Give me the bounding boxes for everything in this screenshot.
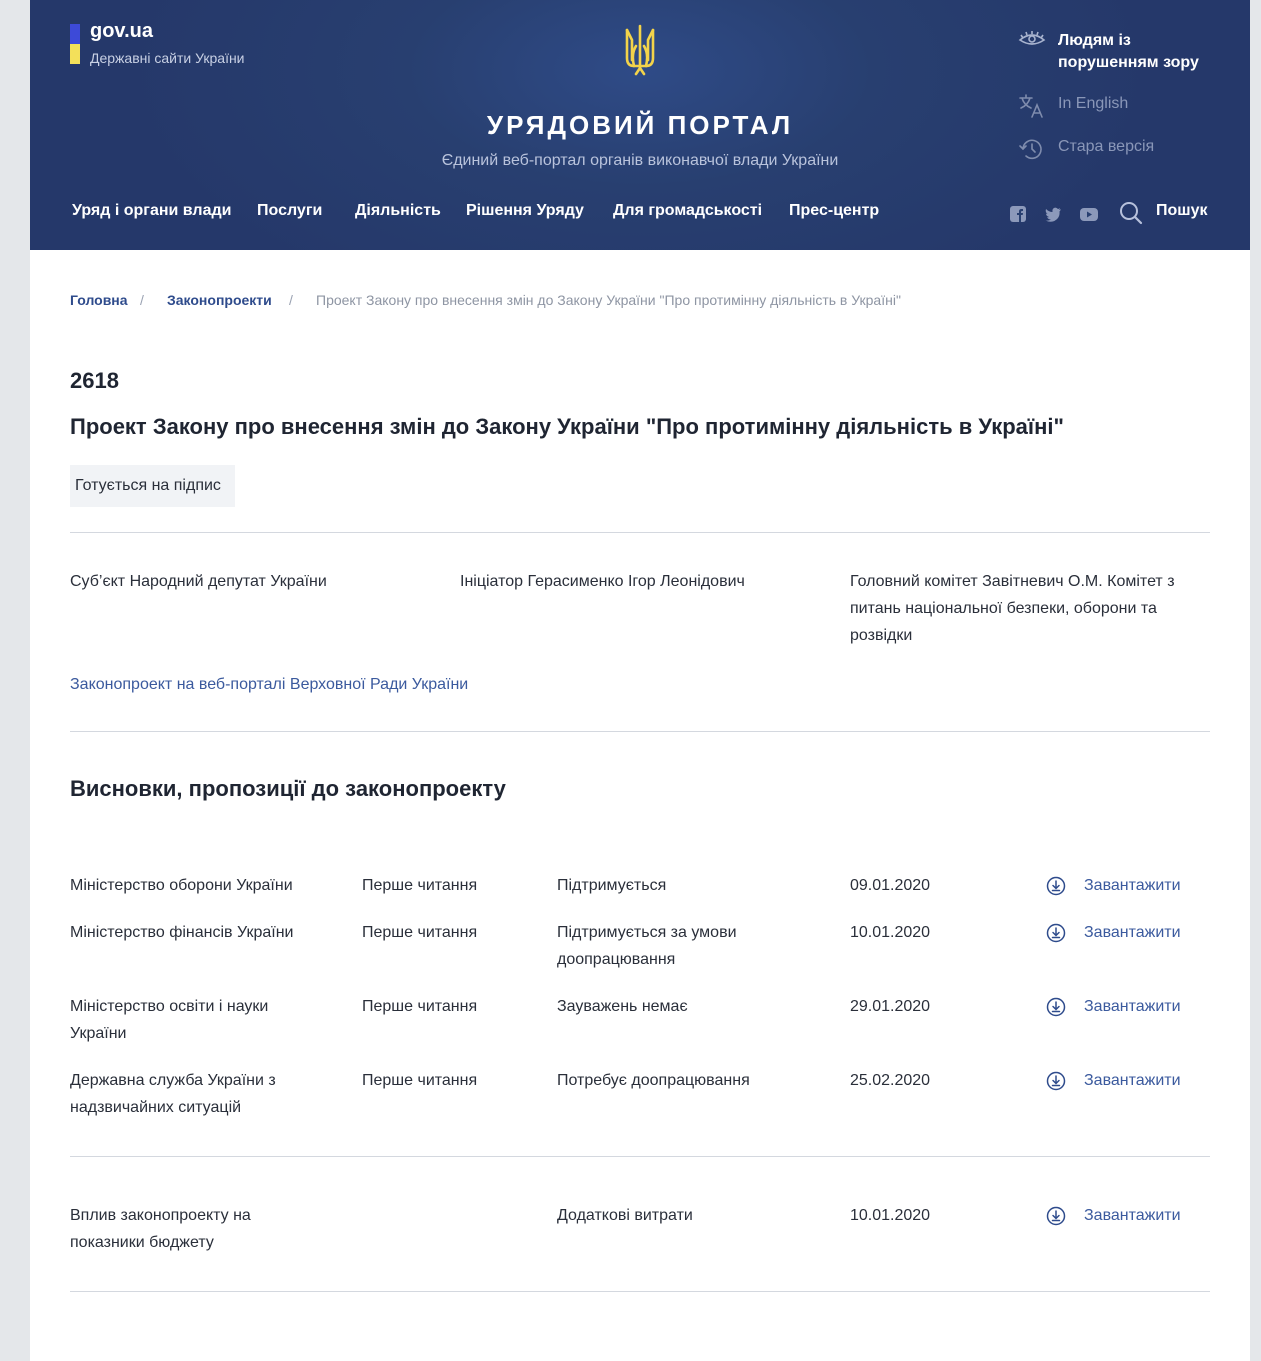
row-result: Підтримується: [557, 877, 667, 894]
conclusions-title: Висновки, пропозиції до законопроекту: [70, 776, 506, 801]
ukraine-flag-icon: [70, 24, 80, 64]
row-date: 25.02.2020: [850, 1072, 931, 1089]
facebook-icon[interactable]: [1008, 204, 1028, 224]
youtube-icon[interactable]: [1079, 204, 1099, 224]
download-link[interactable]: Завантажити: [1084, 924, 1181, 941]
budget-date: 10.01.2020: [850, 1207, 931, 1224]
rada-portal-link[interactable]: Законопроект на веб-порталі Верховної Ради України: [70, 676, 469, 693]
eye-icon: [1018, 30, 1046, 56]
row-date: 10.01.2020: [850, 924, 931, 941]
portal-subtitle: Єдиний веб-портал органів виконавчої влади України: [441, 152, 839, 169]
row-reading: Перше читання: [362, 877, 478, 894]
row-organization: Державна служба України з надзвичайних ситуацій: [70, 1072, 276, 1116]
budget-result: Додаткові витрати: [557, 1207, 693, 1224]
download-icon[interactable]: [1046, 923, 1066, 943]
translate-icon: [1018, 93, 1046, 119]
breadcrumb-home[interactable]: Головна: [70, 292, 128, 308]
breadcrumb-separator: /: [289, 292, 293, 308]
committee-line: Головний комітет Завітневич О.М. Комітет з: [850, 573, 1175, 590]
english-label: In English: [1058, 95, 1129, 112]
row-reading: Перше читання: [362, 998, 478, 1015]
history-icon: [1018, 136, 1046, 162]
vision-label-line2: порушенням зору: [1058, 54, 1199, 71]
twitter-icon[interactable]: [1043, 204, 1063, 224]
row-organization: Міністерство оборони України: [70, 877, 293, 894]
govua-subtitle: Державні сайти України: [90, 50, 245, 66]
divider: [70, 532, 1210, 533]
download-link[interactable]: Завантажити: [1084, 1207, 1181, 1224]
breadcrumb-separator: /: [140, 292, 144, 308]
old-version-label: Стара версія: [1058, 138, 1155, 155]
search-button[interactable]: Пошук: [1156, 202, 1208, 219]
nav-decisions[interactable]: Рішення Уряду: [466, 202, 584, 219]
nav-press-center[interactable]: Прес-центр: [789, 202, 880, 219]
row-date: 29.01.2020: [850, 998, 931, 1015]
breadcrumb-bills[interactable]: Законопроекти: [167, 292, 272, 308]
committee-line: питань національної безпеки, оборони та: [850, 600, 1157, 617]
committee-line: розвідки: [850, 627, 913, 644]
divider: [70, 1291, 1210, 1292]
nav-government[interactable]: Уряд і органи влади: [72, 202, 232, 219]
nav-activity[interactable]: Діяльність: [355, 202, 441, 219]
page-title: Проект Закону про внесення змін до Закону України "Про протимінну діяльність в Україні": [70, 414, 1064, 439]
trident-emblem-icon[interactable]: [623, 24, 657, 76]
download-icon[interactable]: [1046, 997, 1066, 1017]
bill-number: 2618: [70, 368, 119, 393]
row-result: Потребує доопрацювання: [557, 1072, 750, 1089]
bill-initiator: Ініціатор Герасименко Ігор Леонідович: [460, 573, 745, 590]
vision-label-line1: Людям із: [1058, 32, 1131, 49]
download-icon[interactable]: [1046, 1071, 1066, 1091]
site-header: [30, 0, 1250, 250]
download-link[interactable]: Завантажити: [1084, 1072, 1181, 1089]
row-organization: Міністерство фінансів України: [70, 924, 294, 941]
row-date: 09.01.2020: [850, 877, 931, 894]
breadcrumb-current: Проект Закону про внесення змін до Закону України "Про протимінну діяльність в Україні": [316, 292, 901, 308]
download-link[interactable]: Завантажити: [1084, 877, 1181, 894]
search-icon[interactable]: [1118, 200, 1144, 226]
row-result: Підтримується за умови доопрацювання: [557, 924, 737, 968]
govua-title: gov.ua: [90, 20, 153, 42]
bill-subject: Суб’єкт Народний депутат України: [70, 573, 327, 590]
divider: [70, 1156, 1210, 1157]
row-reading: Перше читання: [362, 924, 478, 941]
nav-public[interactable]: Для громадськості: [613, 202, 763, 219]
row-result: Зауважень немає: [557, 998, 688, 1015]
divider: [70, 731, 1210, 732]
download-link[interactable]: Завантажити: [1084, 998, 1181, 1015]
status-badge: Готується на підпис: [70, 465, 235, 507]
budget-impact-label: Вплив законопроекту на показники бюджету: [70, 1207, 251, 1251]
row-organization: Міністерство освіти і науки України: [70, 998, 269, 1042]
page: [30, 0, 1250, 1361]
row-reading: Перше читання: [362, 1072, 478, 1089]
download-icon[interactable]: [1046, 876, 1066, 896]
portal-title: УРЯДОВИЙ ПОРТАЛ: [486, 110, 794, 140]
download-icon[interactable]: [1046, 1206, 1066, 1226]
nav-services[interactable]: Послуги: [257, 202, 323, 219]
bill-committee: [850, 568, 1210, 649]
